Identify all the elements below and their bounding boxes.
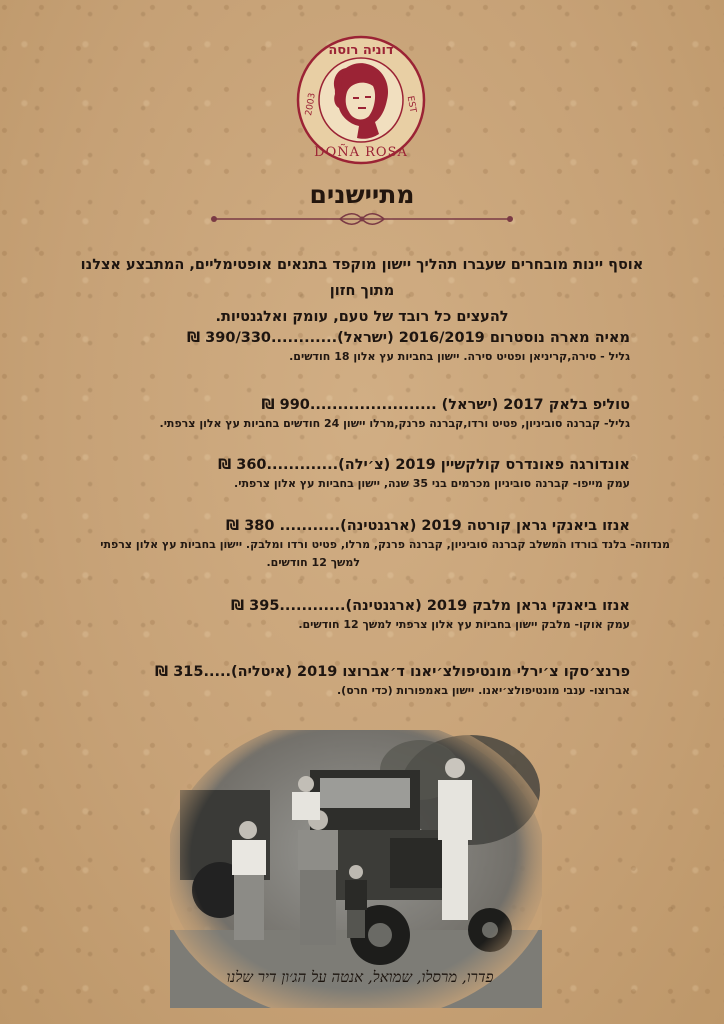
wine-description: גליל- קברנה סוביניון, פטיט ורדו,קברנה פרנק,מרלו יישון 24 חודשים בחביות עץ אלון צרפתי. — [159, 417, 630, 430]
wine-description: למשך 12 חודשים. — [266, 556, 360, 569]
wine-description: עמק מייפו- קברנה סוביניון מכרמים בני 35 שנה, יישון בחביות עץ אלון צרפתי. — [234, 477, 630, 490]
wine-name: פרנצ׳סקו צ׳ירלי מונטיפולצ׳יאנו ד׳אברוצו 2019 (איטליה).....315 ₪ — [155, 664, 630, 680]
wine-description: אברוצו- ענבי מונטיפולצ׳יאנו. יישון באמפורות (כדי חרס). — [336, 684, 630, 697]
wine-name: אנזו ביאנקי גראן מלבק 2019 (ארגנטינה)............395 ₪ — [230, 598, 630, 614]
wine-name: טוליפ בלאק 2017 (ישראל) .......................990 ₪ — [261, 397, 630, 413]
wine-item — [60, 662, 630, 700]
wine-item — [60, 328, 630, 366]
wine-item — [60, 395, 630, 433]
wine-description: מנדוזה- בלנד בורדו המשלב קברנה סוביניון, קברנה פרנק, מרלו, פטיט ורדו ומלבק. יישון בחביות עץ אלון צרפתי — [100, 538, 670, 551]
logo-top-text: דוניה רוסה — [328, 43, 394, 58]
vintage-tractor-family-photo — [170, 730, 542, 1008]
wine-name: אנזו ביאנקי גראן קורטה 2019 (ארגנטינה)........... 380 ₪ — [226, 518, 630, 534]
intro-line: להעצים כל רובד של טעם, עומק ואלגנטיות. — [215, 309, 509, 325]
logo-year-left: 2003 — [304, 92, 318, 117]
logo-bottom-text: DOÑA ROSA — [314, 145, 408, 160]
intro-text — [70, 252, 654, 330]
wine-description: עמק אוקו- מלבק יישון בחביות עץ אלון צרפתי למשך 12 חודשים. — [298, 618, 630, 631]
wine-item — [60, 516, 670, 572]
dona-rosa-logo — [295, 34, 427, 166]
wine-name: מאיה מארה נוסטרום 2016/2019 (ישראל)............390/330 ₪ — [187, 330, 630, 346]
photo-caption: פדרו, מרסלו, שמואל, אנטה על הג׳ון דיר שלנו — [226, 968, 494, 986]
wine-description: גליל - סירה,קריניאן ופטיט סירה. יישון בחביות עץ אלון 18 חודשים. — [289, 350, 630, 363]
page-title: מתיישנים — [309, 180, 415, 209]
wine-name: אונדורגה פאונדרס קולקשיין 2019 (צ׳ילה).............360 ₪ — [218, 457, 630, 473]
wine-item — [60, 596, 630, 634]
wine-item — [60, 455, 630, 493]
intro-line: אוסף יינות מובחרים שעברו תהליך יישון מוקפד בתנאים אופטימליים, המתבצע אצלנו מתוך חזון — [80, 257, 644, 299]
ornamental-divider — [210, 210, 514, 228]
logo-year-right: EST — [404, 95, 418, 114]
